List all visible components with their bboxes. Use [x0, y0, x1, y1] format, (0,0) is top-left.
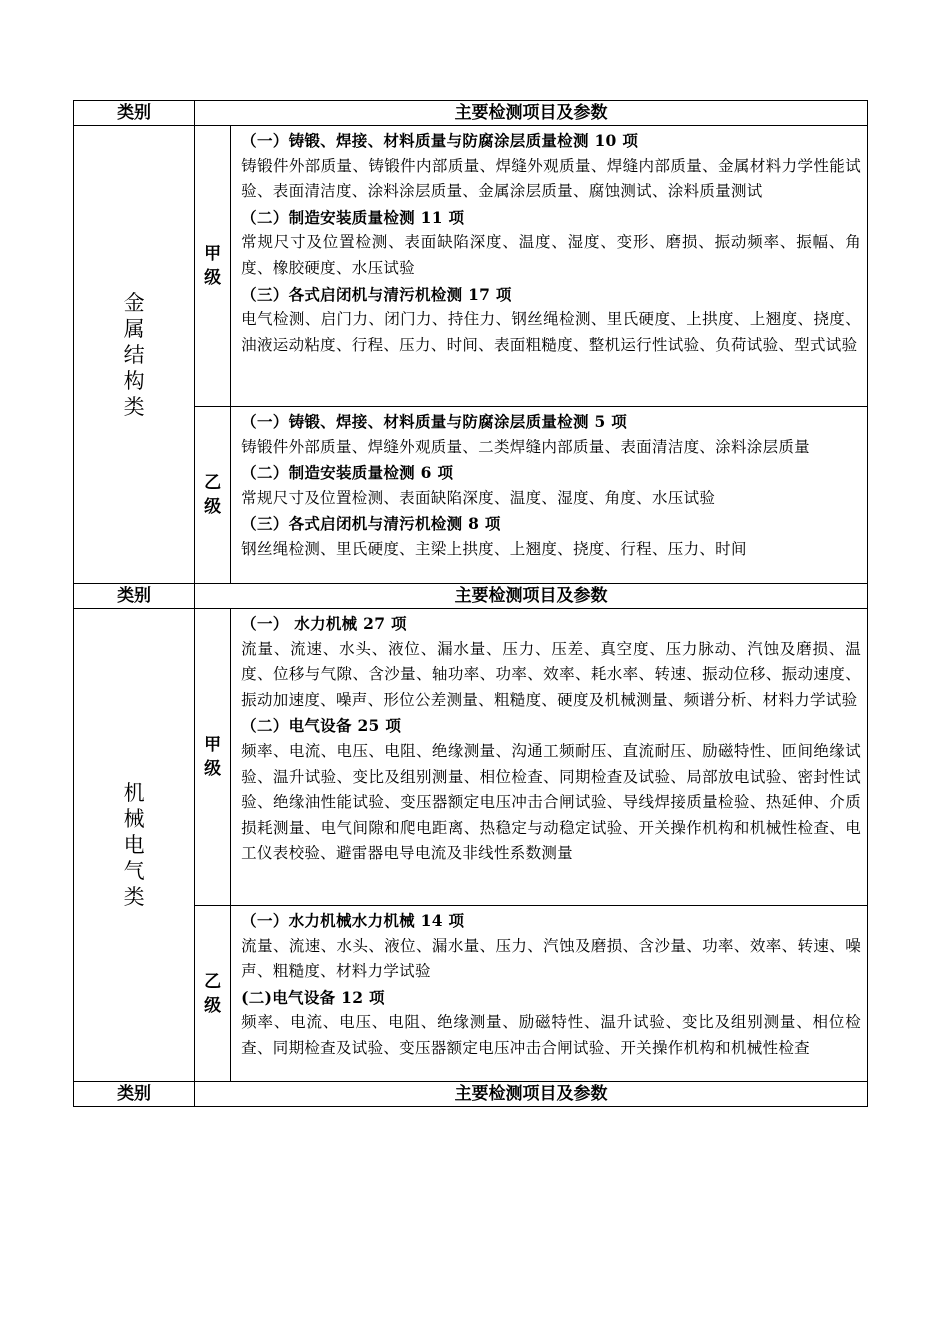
header-items: 主要检测项目及参数: [195, 584, 868, 609]
items-cell: [231, 126, 868, 407]
group-title: （一）铸锻、焊接、材料质量与防腐涂层质量检测 5 项: [241, 412, 628, 431]
group-text: 流量、流速、水头、液位、漏水量、压力、压差、真空度、压力脉动、汽蚀及磨损、温度、位移与气隙、含沙量、轴功率、功率、效率、耗水率、转速、振动位移、振动速度、振动加速度、噪声、形位公差测量、粗糙度、硬度及机械测量、频谱分析、材料力学试验: [241, 639, 861, 709]
group-title: (二)电气设备 12 项: [241, 987, 385, 1007]
section-row: [74, 126, 868, 407]
grade-label: 甲级: [204, 244, 222, 288]
group-title: （三）各式启闭机与清污机检测 8 项: [241, 514, 501, 534]
grade-label: 甲级: [204, 735, 222, 779]
items-cell: [231, 609, 868, 906]
header-row: [74, 1082, 868, 1107]
category-cell: [74, 609, 195, 1082]
group-text: 频率、电流、电压、电阻、绝缘测量、励磁特性、温升试验、变比及组别测量、相位检查、同期检查及试验、变压器额定电压冲击合闸试验、开关操作机构和机械性检查: [241, 1013, 861, 1057]
category-label: 金属结构类: [123, 290, 145, 419]
grade-cell: [195, 609, 231, 906]
group-title: （二）制造安装质量检测 11 项: [241, 207, 465, 227]
header-items: 主要检测项目及参数: [195, 1082, 868, 1107]
grade-cell: [195, 906, 231, 1082]
header-category: 类别: [74, 101, 195, 126]
grade-label: 乙级: [204, 473, 222, 517]
group-text: 铸锻件外部质量、铸锻件内部质量、焊缝外观质量、焊缝内部质量、金属材料力学性能试验、表面清洁度、涂料涂层质量、金属涂层质量、腐蚀测试、涂料质量测试: [241, 156, 861, 201]
group-text: 频率、电流、电压、电阻、绝缘测量、沟通工频耐压、直流耐压、励磁特性、匝间绝缘试验、温升试验、变比及组别测量、相位检查、同期检查及试验、局部放电试验、密封性试验、绝缘油性能试验、变压器额定电压冲击合闸试验、导线焊接质量检验、热延伸、介质损耗测量、电气间隙和爬电距离、热稳定与动稳定试验、开关操作机构和机械性检查、电工仪表校验、避雷器电导电流及非线性系数测量: [241, 741, 861, 863]
group-title: （二）制造安装质量检测 6 项: [241, 463, 454, 483]
header-items: 主要检测项目及参数: [195, 101, 868, 126]
header-row: [74, 101, 868, 126]
grade-cell: [195, 407, 231, 584]
items-cell: [231, 906, 868, 1082]
section-row: [74, 609, 868, 906]
group-title: （一） 水力机械 27 项: [241, 614, 407, 633]
grade-cell: [195, 126, 231, 407]
group-title: （二）电气设备 25 项: [241, 716, 402, 736]
header-category: 类别: [74, 1082, 195, 1107]
header-category: 类别: [74, 584, 195, 609]
group-title: （一）铸锻、焊接、材料质量与防腐涂层质量检测 10 项: [241, 131, 639, 150]
group-text: 流量、流速、水头、液位、漏水量、压力、汽蚀及磨损、含沙量、功率、效率、转速、噪声、粗糙度、材料力学试验: [241, 936, 861, 981]
header-row: [74, 584, 868, 609]
group-text: 钢丝绳检测、里氏硬度、主梁上拱度、上翘度、挠度、行程、压力、时间: [241, 539, 747, 558]
group-title: （一）水力机械水力机械 14 项: [241, 911, 465, 930]
inspection-table: [73, 100, 868, 1107]
group-title: （三）各式启闭机与清污机检测 17 项: [241, 284, 512, 304]
grade-label: 乙级: [204, 971, 222, 1016]
category-cell: [74, 126, 195, 584]
group-text: 电气检测、启门力、闭门力、持住力、钢丝绳检测、里氏硬度、上拱度、上翘度、挠度、油液运动粘度、行程、压力、时间、表面粗糙度、整机运行性试验、负荷试验、型式试验: [241, 310, 861, 354]
category-label: 机械电气类: [123, 781, 145, 909]
group-text: 常规尺寸及位置检测、表面缺陷深度、温度、湿度、变形、磨损、振动频率、振幅、角度、橡胶硬度、水压试验: [241, 233, 861, 277]
group-text: 常规尺寸及位置检测、表面缺陷深度、温度、湿度、角度、水压试验: [241, 488, 716, 507]
items-cell: [231, 407, 868, 584]
group-text: 铸锻件外部质量、焊缝外观质量、二类焊缝内部质量、表面清洁度、涂料涂层质量: [241, 437, 810, 456]
